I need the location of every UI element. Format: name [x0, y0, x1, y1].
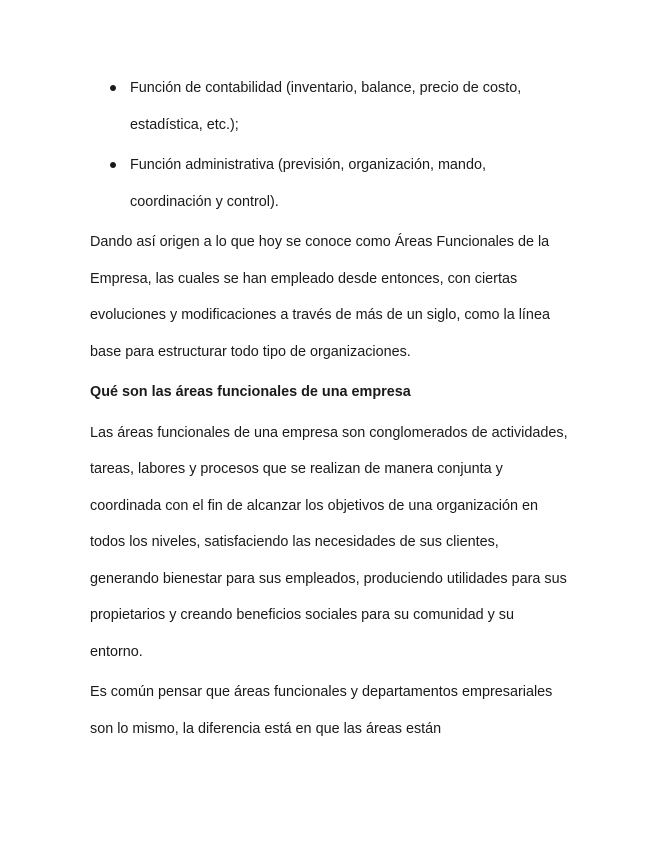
intro-paragraph: Dando así origen a lo que hoy se conoce como Áreas Funcionales de la Empresa, las cuales se han empleado desde entonces, con ciertas evoluciones y modificaciones a través de más de un siglo, como la línea base para estructurar todo tipo de organizaciones. — [90, 234, 550, 360]
bullet-icon — [110, 85, 116, 91]
list-item-text: Función administrativa (previsión, organización, mando, coordinación y control). — [130, 157, 486, 210]
function-list — [90, 70, 568, 220]
list-item-text: Función de contabilidad (inventario, balance, precio de costo, estadística, etc.); — [130, 80, 522, 133]
document-body — [90, 70, 568, 751]
bullet-icon — [110, 162, 116, 168]
list-item — [90, 147, 568, 220]
list-item — [90, 70, 568, 143]
comparison-paragraph: Es común pensar que áreas funcionales y departamentos empresariales son lo mismo, la diferencia está en que las áreas están — [90, 684, 553, 737]
definition-paragraph: Las áreas funcionales de una empresa son conglomerados de actividades, tareas, labores y procesos que se realizan de manera conjunta y coordinada con el fin de alcanzar los objetivos de una organización en todos los niveles, satisfaciendo las necesidades de sus clientes, generando bienestar para sus empleados, produciendo utilidades para sus propietarios y creando beneficios sociales para su comunidad y su entorno. — [90, 424, 568, 660]
section-heading: Qué son las áreas funcionales de una empresa — [90, 384, 411, 400]
